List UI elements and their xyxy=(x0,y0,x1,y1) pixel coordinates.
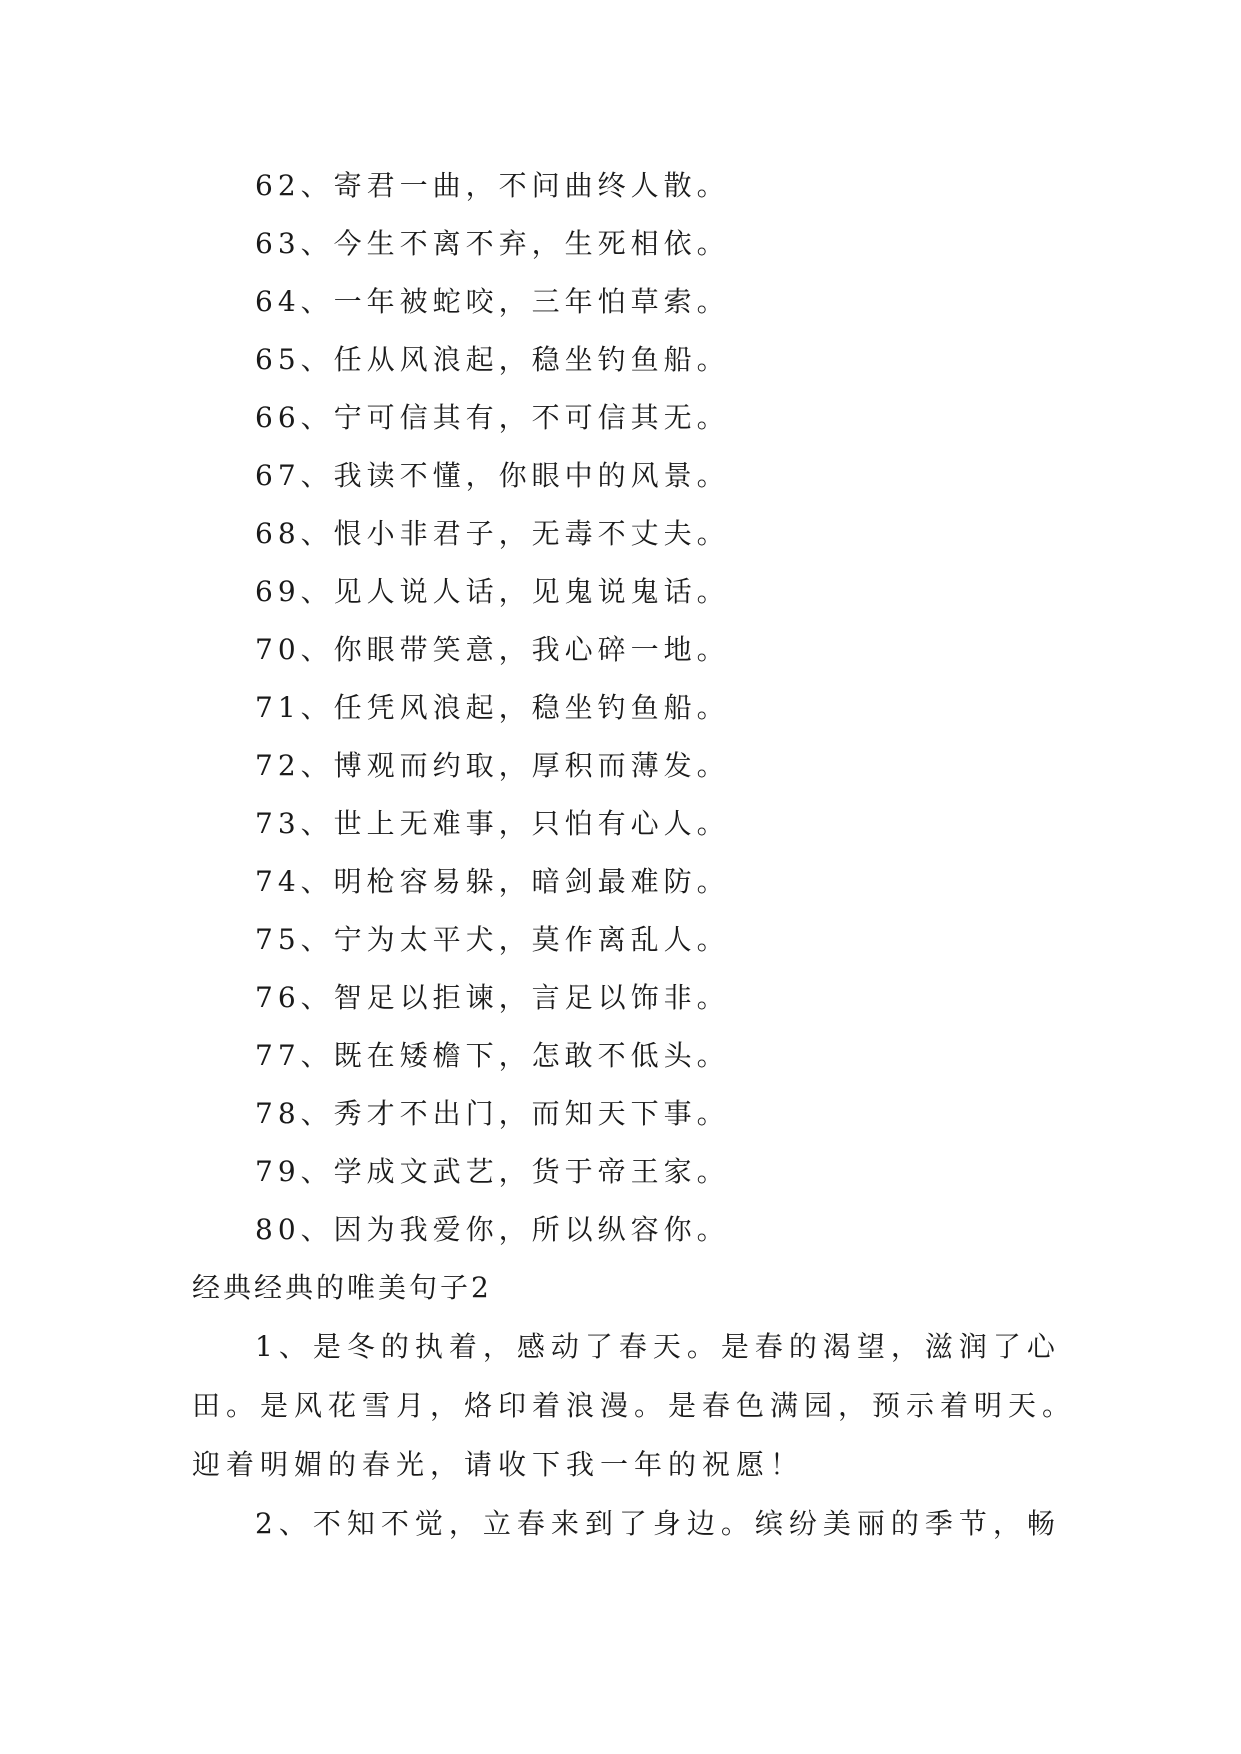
list-item: 72、博观而约取，厚积而薄发。 xyxy=(255,749,730,782)
section-heading: 经典经典的唯美句子2 xyxy=(192,1271,492,1304)
list-item: 63、今生不离不弃，生死相依。 xyxy=(255,227,730,260)
list-item: 66、宁可信其有，不可信其无。 xyxy=(255,401,730,434)
list-item: 80、因为我爱你，所以纵容你。 xyxy=(255,1213,730,1246)
paragraph-line: 田。是风花雪月，烙印着浪漫。是春色满园，预示着明天。 xyxy=(192,1389,1077,1422)
list-item: 70、你眼带笑意，我心碎一地。 xyxy=(255,633,730,666)
list-item: 69、见人说人话，见鬼说鬼话。 xyxy=(255,575,730,608)
paragraph-line: 迎着明媚的春光，请收下我一年的祝愿！ xyxy=(192,1448,805,1481)
list-item: 65、任从风浪起，稳坐钓鱼船。 xyxy=(255,343,730,376)
list-item: 75、宁为太平犬，莫作离乱人。 xyxy=(255,923,730,956)
list-item: 73、世上无难事，只怕有心人。 xyxy=(255,807,730,840)
list-item: 71、任凭风浪起，稳坐钓鱼船。 xyxy=(255,691,730,724)
list-item: 68、恨小非君子，无毒不丈夫。 xyxy=(255,517,730,550)
list-item: 79、学成文武艺，货于帝王家。 xyxy=(255,1155,730,1188)
list-item: 76、智足以拒谏，言足以饰非。 xyxy=(255,981,730,1014)
paragraph-line: 1、是冬的执着，感动了春天。是春的渴望，滋润了心 xyxy=(255,1330,1061,1363)
list-item: 78、秀才不出门，而知天下事。 xyxy=(255,1097,730,1130)
paragraph-line: 2、不知不觉，立春来到了身边。缤纷美丽的季节，畅 xyxy=(255,1507,1061,1540)
list-item: 62、寄君一曲，不问曲终人散。 xyxy=(255,169,730,202)
list-item: 74、明枪容易躲，暗剑最难防。 xyxy=(255,865,730,898)
list-item: 77、既在矮檐下，怎敢不低头。 xyxy=(255,1039,730,1072)
list-item: 64、一年被蛇咬，三年怕草索。 xyxy=(255,285,730,318)
list-item: 67、我读不懂，你眼中的风景。 xyxy=(255,459,730,492)
